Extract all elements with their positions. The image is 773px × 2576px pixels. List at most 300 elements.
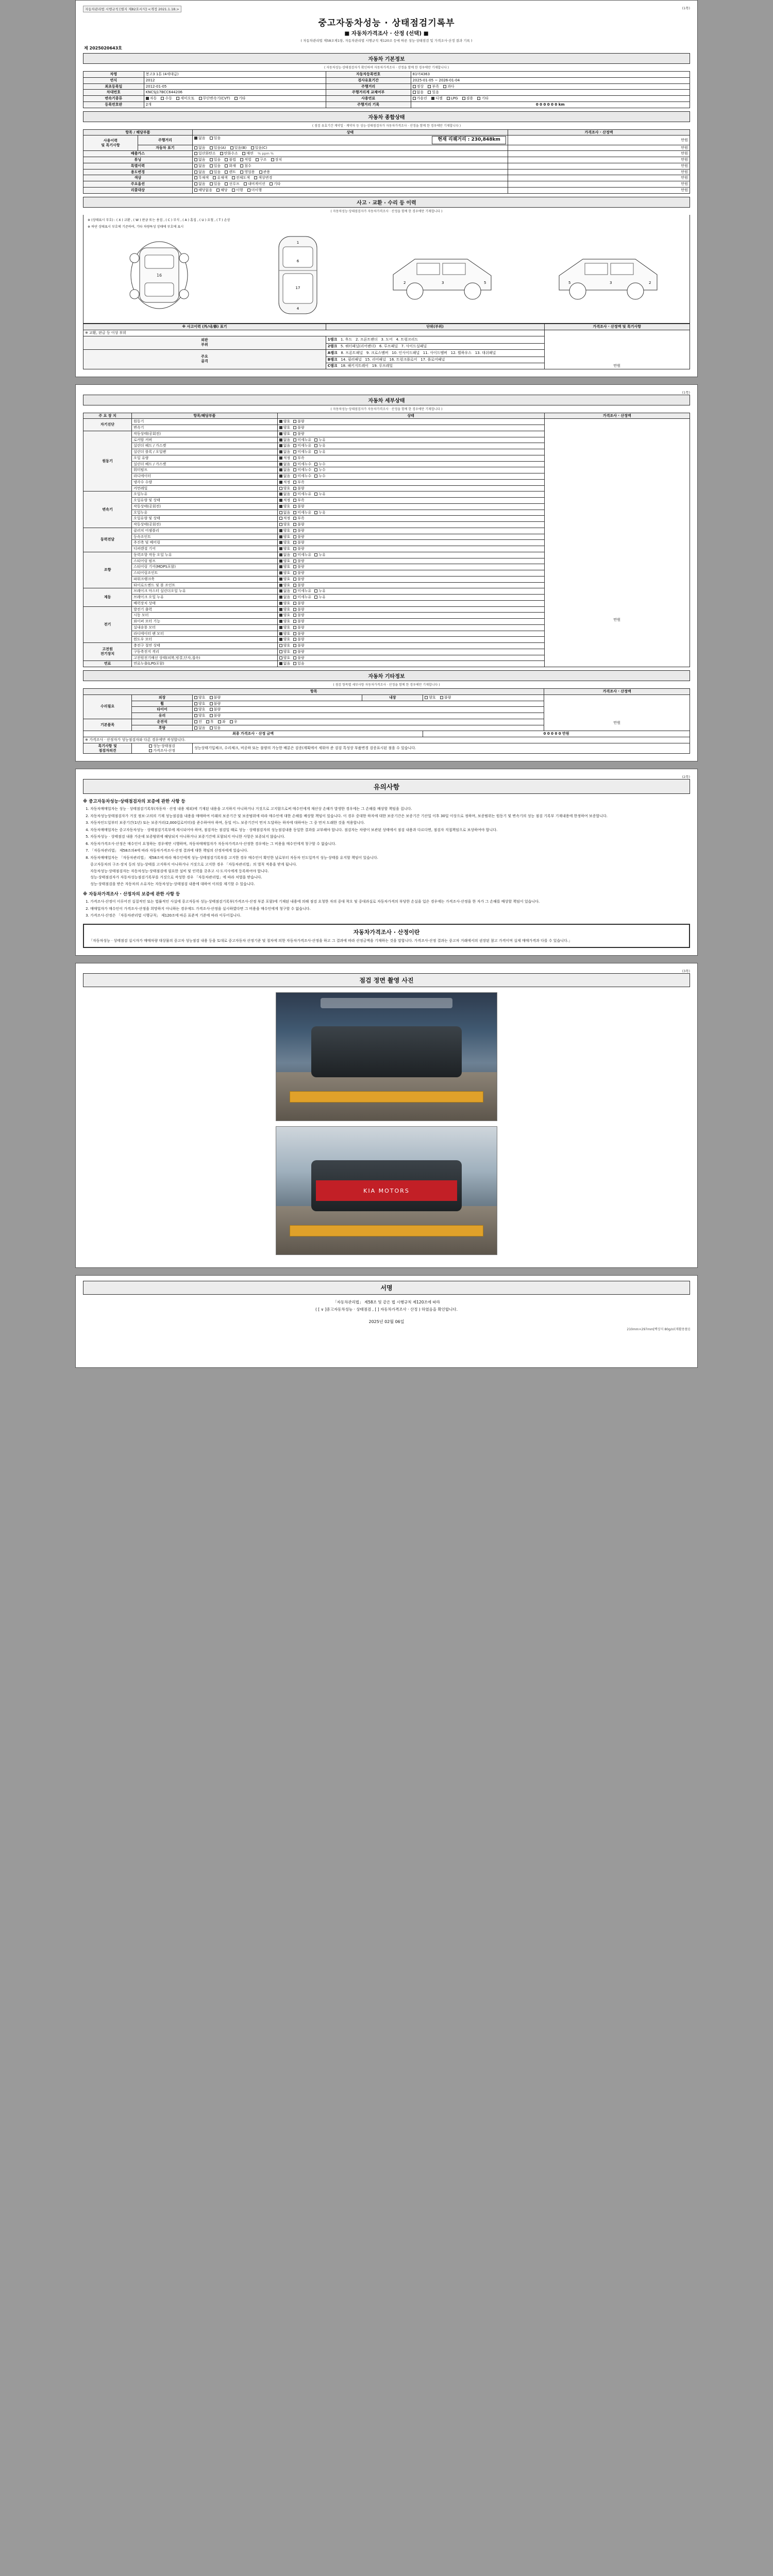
opt-없음[interactable]: 없음 (279, 589, 291, 594)
opt-불량[interactable]: 불량 (293, 625, 305, 630)
opt-없음[interactable]: 없음 (279, 450, 291, 454)
opt-price-estimate[interactable]: 가격조사·산정 (133, 749, 191, 753)
opt-있음[interactable]: 있음 (293, 662, 305, 666)
opt-recall-notdone[interactable]: 미이행 (247, 188, 262, 193)
page-footer-note: 210mm×297mm[백상지 80g/㎡(재활용품)] (627, 1327, 690, 1331)
list-item: 1. 자동차매매업자는 성능 · 상태점검기록부(자동차 · 산정 내용 제외)에 기재된 내용을 고지하지 아니하거나 거짓으로 고지함으로써 매수인에게 재산상 손해가 발생한 경우에는 그 손해를 배상할 책임을 집니다. (90, 806, 690, 812)
opt-없음[interactable]: 없음 (279, 662, 291, 666)
cat-basic-items: 기본품목 (83, 719, 132, 731)
detail-table-body (83, 419, 690, 667)
detail-item-label: 작동상태(공회전) (132, 503, 277, 510)
cat-special-history: 특별이력 (83, 163, 193, 169)
state-color (192, 175, 508, 181)
opt-양호[interactable]: 양호 (279, 607, 291, 612)
opt-양호[interactable]: 양호 (279, 625, 291, 630)
opt-int-bad[interactable]: 불량 (440, 696, 451, 700)
opt-chromatic[interactable]: 유채색 (213, 176, 227, 180)
opt-불량[interactable]: 불량 (293, 432, 305, 436)
opt-미세누수[interactable]: 미세누수 (293, 468, 311, 472)
detail-item-label: 시동 모터 (132, 613, 277, 619)
price-usage: 만원 (508, 135, 690, 145)
opt-누유[interactable]: 누유 (314, 438, 326, 443)
opt-tuning-legal[interactable]: 적법 (240, 158, 251, 162)
opt-wheel-good[interactable]: 양호 (194, 702, 206, 706)
opt-양호[interactable]: 양호 (279, 547, 291, 551)
opt-co[interactable]: 일산화탄소 (194, 151, 216, 156)
item-rear-view: 후방 (132, 725, 193, 731)
svg-text:17: 17 (295, 286, 300, 291)
opt-미세누수[interactable]: 미세누수 (293, 462, 311, 467)
detail-item-label: 추진축 및 베어링 (132, 540, 277, 546)
mileage-readout: 현재 리퀘거리 : 230,848km (432, 136, 506, 144)
document-number: 제 2025020643호 (84, 46, 122, 50)
state-options (192, 181, 508, 188)
price-estimate-definition-box (83, 924, 690, 948)
opt-양호[interactable]: 양호 (279, 432, 291, 436)
opt-양호[interactable]: 양호 (279, 486, 291, 491)
opt-uc-none[interactable]: 없음 (194, 170, 206, 175)
detail-item-state (277, 473, 544, 480)
cat-usage-history: 사용이력 및 특기사항 (83, 135, 138, 151)
opt-front[interactable]: 전 (194, 720, 202, 724)
opt-fuel-dual[interactable]: 겸용 (462, 96, 474, 101)
opt-불량[interactable]: 불량 (293, 540, 305, 545)
frame-price-cell (544, 330, 690, 369)
opt-없음[interactable]: 없음 (279, 492, 291, 497)
opt-ext-good[interactable]: 양호 (194, 696, 206, 700)
opt-양호[interactable]: 양호 (279, 632, 291, 636)
th-detail-price: 가격조사 · 산정액 (544, 413, 690, 419)
opt-불량[interactable]: 불량 (293, 650, 305, 654)
signature-date: 2025년 02월 06일 (368, 1319, 405, 1324)
opt-achromatic[interactable]: 무채색 (194, 176, 209, 180)
detail-item-label: 타이로드엔드 및 볼 조인트 (132, 582, 277, 588)
opt-미세누유[interactable]: 미세누유 (293, 450, 311, 454)
detail-item-label: 등속조인트 (132, 534, 277, 540)
opt-없음[interactable]: 없음 (279, 444, 291, 448)
opt-불량[interactable]: 불량 (293, 547, 305, 551)
opt-양호[interactable]: 양호 (279, 643, 291, 648)
opt-미세누유[interactable]: 미세누유 (293, 589, 311, 594)
table-row (83, 90, 690, 96)
opt-없음[interactable]: 없음 (279, 474, 291, 479)
opt-누유[interactable]: 누유 (314, 511, 326, 515)
opt-fire[interactable]: 화재 (225, 164, 236, 168)
signature-line-1: 「자동차관리법」 제58조 및 같은 법 시행규칙 제120조에 따라 (333, 1300, 440, 1305)
detail-item-state (277, 455, 544, 461)
detail-group-0: 자기진단 (83, 419, 132, 431)
cat-outer-panel: 외판 부위 (83, 336, 326, 349)
opt-양호[interactable]: 양호 (279, 529, 291, 533)
opt-trans-cvt[interactable]: 무단변속기(CVT) (199, 96, 230, 101)
opt-special-yes[interactable]: 있음 (210, 164, 221, 168)
opt-불량[interactable]: 불량 (293, 419, 305, 424)
table-row (83, 187, 690, 193)
price-marking: 만원 (508, 145, 690, 151)
svg-text:2: 2 (649, 281, 651, 285)
detail-item-label: 실린더 블록 / 오일팬 (132, 449, 277, 455)
opt-sunroof[interactable]: 선루프 (225, 182, 239, 187)
opt-불량[interactable]: 불량 (293, 613, 305, 618)
opt-없음[interactable]: 없음 (279, 595, 291, 600)
detail-item-state (277, 606, 544, 613)
detail-item-label: 충전구 절연 상태 (132, 643, 277, 649)
opt-누유[interactable]: 누유 (314, 444, 326, 448)
opt-option-etc[interactable]: 기타 (270, 182, 281, 187)
opt-미세누유[interactable]: 미세누유 (293, 438, 311, 443)
page-5 (75, 1275, 698, 1368)
opt-없음[interactable]: 없음 (279, 553, 291, 557)
opt-rent[interactable]: 렌트 (225, 170, 236, 175)
frame-rank-c: C랭크 18. 패키지트레이 19. 루프레일 (326, 363, 544, 369)
opt-양호[interactable]: 양호 (279, 577, 291, 582)
opt-불량[interactable]: 불량 (293, 583, 305, 588)
list-item: 2. 자동차성능상태점검자가 거짓 정보·고의의 기재 성능점검을 내용을 매매하여 이래의 보증기간 및 보증범위에 따라 매수인에 대한 손해를 배상할 책임이 있습니다. 이 경우 중대한 하자에 대한 보증기간은 보증기간 기산일 이후 30일 이상으로 정하며, 보증범위는 원동기 및 변속기의 성능 점검 기록부 기재내용에 한정하여 보증합니다. (90, 814, 690, 819)
detail-item-state (277, 425, 544, 431)
opt-glass-bad[interactable]: 불량 (210, 714, 221, 718)
detail-item-state (277, 624, 544, 631)
opt-options-yes[interactable]: 있음 (210, 182, 221, 187)
opt-양호[interactable]: 양호 (279, 559, 291, 564)
row-label-mileage: 주행거리 (326, 83, 411, 90)
state-emission (192, 151, 508, 157)
opt-flood[interactable]: 침수 (240, 164, 251, 168)
detail-item-state (277, 516, 544, 522)
opt-누유[interactable]: 누유 (314, 553, 326, 557)
row-value-firstreg: 2012-01-05 (144, 83, 326, 90)
special-note-text: 성능상태기입체크, 수리체크, 비공하 또는 불량의 가능한 배분은 검증(계획에서 세워야 준 검검 특성상 부품변경 검증표시된 점을 수 있습니다. (192, 743, 690, 754)
table-row (83, 83, 690, 90)
opt-rear[interactable]: 후 (206, 720, 214, 724)
opt-navigation[interactable]: 내비게이션 (244, 182, 265, 187)
detail-item-label: 발전기 출력 (132, 606, 277, 613)
cat-repair-needed: 수리필요 (83, 694, 132, 719)
opt-불량[interactable]: 불량 (293, 426, 305, 430)
opt-누수[interactable]: 누수 (314, 468, 326, 472)
overall-band: 자동차 종합상태 (83, 111, 690, 122)
opt-fuel-lpg[interactable]: LPG (447, 96, 458, 101)
opt-적정[interactable]: 적정 (279, 456, 291, 461)
detail-item-state (277, 655, 544, 661)
guideline-body: 「자동차성능 · 상태점검 실시자가 매매차량 대상물의 중고차 성능점검 내용 등을 토대로 중고자동차 산정기준 및 절차에 의한 자동차가격조사·산정을 하고 그 결과에 따라 산정금액을 기재하는 것을 말합니다. 가격조사·산정 결과는 중고차 거래에서의 권장된 참고 가격이며 실제 매매가격과 다를 수 있습니다.」 (89, 938, 572, 943)
opt-누유[interactable]: 누유 (314, 492, 326, 497)
photo-ceiling-light (321, 998, 453, 1008)
opt-양호[interactable]: 양호 (279, 650, 291, 654)
opt-불량[interactable]: 불량 (293, 607, 305, 612)
opt-누유[interactable]: 누유 (314, 589, 326, 594)
opt-없음[interactable]: 없음 (279, 468, 291, 472)
diagram-legend-2: ※ 하단 상태표시 부호에 기준하여, 기타 차량특성 상태에 부호에 표시 (88, 225, 184, 229)
opt-right[interactable]: 우 (230, 720, 238, 724)
detail-item-state (277, 582, 544, 588)
notice-list-3 (90, 899, 690, 919)
item-mileage: 주행거리 (138, 135, 192, 145)
item-marking: 자동차 표기 (138, 145, 192, 151)
th-price-note: 가격조사 · 산정액 및 특기사항 (544, 324, 690, 330)
diagram-legend-1: ※ (상태표시 부호) : ( X ) 교환 , ( W ) 판금 또는 용접 , ( C ) 부식 , ( A ) 흠집 , ( U ) 요철 , ( T ) 손상 (88, 218, 230, 222)
photo-vehicle-underside (311, 1026, 461, 1077)
detail-group-8: 연료 (83, 661, 132, 667)
opt-불량[interactable]: 불량 (293, 571, 305, 575)
row-value-inspection: 2025-01-05 ~ 2026-01-04 (411, 77, 690, 83)
opt-불량[interactable]: 불량 (293, 637, 305, 642)
etc-table (83, 688, 690, 754)
opt-불량[interactable]: 불량 (293, 486, 305, 491)
opt-양호[interactable]: 양호 (279, 535, 291, 539)
opt-tuning-structure[interactable]: 구조 (256, 158, 267, 162)
opt-불량[interactable]: 불량 (293, 656, 305, 660)
detail-item-state (277, 498, 544, 504)
table-row (83, 151, 690, 157)
state-driver-seat (192, 719, 544, 725)
notice-list-2 (90, 862, 690, 887)
cat-recall: 리콜대상 (83, 187, 193, 193)
state-wheel (192, 701, 544, 707)
opt-fuel-etc[interactable]: 기타 (477, 96, 489, 101)
opt-mileage-normal[interactable]: 정상 (413, 84, 424, 89)
opt-미세누유[interactable]: 미세누유 (293, 553, 311, 557)
th-condition: 상태 (277, 413, 544, 419)
opt-미세누유[interactable]: 미세누유 (293, 595, 311, 600)
opt-tuning-none[interactable]: 없음 (194, 158, 206, 162)
opt-trans-semi[interactable]: 세미오토 (176, 96, 194, 101)
detail-item-label: 라디에이터 팬 모터 (132, 631, 277, 637)
detail-item-label: 실린더 헤드 / 가스켓 (132, 443, 277, 449)
accident-diagram-area (83, 215, 690, 324)
opt-options-none[interactable]: 없음 (194, 182, 206, 187)
page-4-topbar (83, 969, 690, 973)
opt-trans-manual[interactable]: 수동 (161, 96, 172, 101)
page-3 (75, 769, 698, 956)
detail-item-label: 배력장치 상태 (132, 600, 277, 606)
list-item: 7. 「자동차관리법」 제58조의4에 따라 자동차가격조사·산정 결과에 대한 책임의 산정자에게 있습니다. (90, 848, 690, 854)
opt-부족[interactable]: 부족 (293, 516, 305, 521)
detail-item-label: 라디에이터 (132, 473, 277, 480)
page-number-1: (1쪽) (682, 6, 690, 10)
opt-없음[interactable]: 없음 (279, 438, 291, 443)
opt-양호[interactable]: 양호 (279, 540, 291, 545)
opt-누유[interactable]: 누유 (314, 595, 326, 600)
opt-불량[interactable]: 불량 (293, 522, 305, 527)
car-diagram-top[interactable] (254, 231, 342, 319)
opt-government[interactable]: 관용 (259, 170, 271, 175)
opt-yes[interactable]: 있음 (210, 136, 221, 141)
doc-subtitle: ■ 자동차가격조사 · 산정 (선택) ■ (344, 30, 429, 37)
opt-불량[interactable]: 불량 (293, 632, 305, 636)
opt-recall-yes[interactable]: 해당 (216, 188, 228, 193)
opt-불량[interactable]: 불량 (293, 559, 305, 564)
opt-mark-none[interactable]: 없음 (194, 146, 206, 150)
opt-누수[interactable]: 누수 (314, 462, 326, 467)
opt-trans-etc[interactable]: 기타 (234, 96, 246, 101)
detail-item-state (277, 619, 544, 625)
opt-양호[interactable]: 양호 (279, 619, 291, 624)
item-interior: 내장 (362, 694, 423, 701)
opt-양호[interactable]: 양호 (279, 571, 291, 575)
item-wheel: 휠 (132, 701, 193, 707)
opt-불량[interactable]: 불량 (293, 504, 305, 509)
car-diagram-front-left[interactable] (108, 236, 211, 314)
opt-양호[interactable]: 양호 (279, 419, 291, 424)
car-diagram-side-left[interactable] (385, 236, 503, 314)
page-1 (75, 0, 698, 377)
opt-미세누수[interactable]: 미세누수 (293, 474, 311, 479)
opt-부족[interactable]: 부족 (293, 498, 305, 503)
row-value-odometer-change (411, 90, 690, 96)
detail-item-state (277, 510, 544, 516)
table-row (83, 157, 690, 163)
detail-item-label: 윈도우 모터 (132, 637, 277, 643)
opt-recall-na[interactable]: 해당없음 (194, 188, 212, 193)
detail-item-state (277, 492, 544, 498)
detail-item-label: 오일유량 및 상태 (132, 498, 277, 504)
list-item: 6. 자동차가격조사·산정은 매수인이 요청하는 경우에만 시행하며, 자동차매매업자가 자동차가격조사·산정한 경우에는 그 비용을 매수인에게 청구할 수 없습니다. (90, 841, 690, 847)
opt-양호[interactable]: 양호 (279, 522, 291, 527)
opt-ext-bad[interactable]: 불량 (210, 696, 221, 700)
detail-item-state (277, 576, 544, 582)
opt-mark-a[interactable]: 있음(A) (210, 146, 226, 150)
opt-tuning-yes[interactable]: 있음 (210, 158, 221, 162)
opt-양호[interactable]: 양호 (279, 601, 291, 606)
table-row (83, 731, 690, 737)
opt-양호[interactable]: 양호 (279, 426, 291, 430)
opt-양호[interactable]: 양호 (279, 565, 291, 569)
detail-item-label: 브레이크 마스터 실린더오일 누유 (132, 588, 277, 595)
row-value-odometer: 0 0 0 0 0 0 km (411, 101, 690, 108)
list-item: 1. 가격조사·산정이 이루어진 실질적인 또는 법률적인 사실에 중고자동차 성능·상태점검기록부(가격조사·산정 부분 포함)에 기재된 내용에 의해 점검 요청한 자의 중대 착오 및 중대과실로 자동차가격의 부당한 손실을 입은 경우에는 가격조사·산정을 한 자가 그 손해를 배상할 책임이 있습니다. (90, 899, 690, 905)
detail-item-label: 냉각수 수량 (132, 479, 277, 485)
opt-양호[interactable]: 양호 (279, 504, 291, 509)
opt-불량[interactable]: 불량 (293, 619, 305, 624)
signature-page-title: 서명 (83, 1281, 690, 1295)
detail-item-state (277, 613, 544, 619)
opt-mark-c[interactable]: 있음(C) (251, 146, 267, 150)
opt-recall-done[interactable]: 이행 (232, 188, 243, 193)
opt-odo-yes[interactable]: 있음 (428, 90, 439, 95)
opt-mark-b[interactable]: 있음(B) (230, 146, 247, 150)
detail-price-cell: 만원 (544, 419, 690, 667)
detail-item-state (277, 449, 544, 455)
cat-main-frame: 주요 골격 (83, 349, 326, 369)
cat-color: 색상 (83, 175, 193, 181)
opt-양호[interactable]: 양호 (279, 656, 291, 660)
detail-item-label: 원동기 (132, 419, 277, 425)
etc-band: 자동차 기타정보 (83, 670, 690, 681)
opt-미세누유[interactable]: 미세누유 (293, 444, 311, 448)
opt-미세누유[interactable]: 미세누유 (293, 511, 311, 515)
svg-text:5: 5 (484, 281, 486, 285)
state-tire (192, 707, 544, 713)
price-special: 만원 (508, 163, 690, 169)
opt-wheel-bad[interactable]: 불량 (210, 702, 221, 706)
opt-미세누유[interactable]: 미세누유 (293, 492, 311, 497)
opt-odo-none[interactable]: 없음 (413, 90, 424, 95)
etc-header-row (83, 689, 690, 695)
th-etc-item: 항목 (83, 689, 544, 695)
detail-item-label: 스티어링조인트 (132, 570, 277, 577)
opt-적정[interactable]: 적정 (279, 516, 291, 521)
opt-적정[interactable]: 적정 (279, 498, 291, 503)
detail-item-label: 오일누유 (132, 492, 277, 498)
detail-item-state (277, 649, 544, 655)
opt-smoke[interactable]: 매연 (242, 151, 254, 156)
opt-tire-good[interactable]: 양호 (194, 707, 206, 712)
opt-rv-none[interactable]: 없음 (194, 726, 206, 731)
page-number-3: (2쪽) (682, 775, 690, 779)
opt-부족[interactable]: 부족 (293, 480, 305, 485)
opt-누유[interactable]: 누유 (314, 450, 326, 454)
opt-trans-auto[interactable]: 자동 (146, 96, 157, 101)
opt-tire-bad[interactable]: 불량 (210, 707, 221, 712)
detail-item-label: 오일 유량 (132, 455, 277, 461)
opt-fuel-gasoline[interactable]: 가솔린 (413, 96, 427, 101)
opt-business[interactable]: 영업용 (240, 170, 255, 175)
opt-불량[interactable]: 불량 (293, 535, 305, 539)
etc-price-cell (544, 694, 690, 731)
th-item: 항목 / 해당부품 (83, 129, 193, 135)
opt-none[interactable]: 없음 (194, 136, 206, 141)
detail-item-label: 브레이크 오일 누유 (132, 595, 277, 601)
opt-color-change[interactable]: 색상변경 (254, 176, 272, 180)
state-special (192, 163, 508, 169)
table-row (83, 181, 690, 188)
opt-left[interactable]: 좌 (218, 720, 226, 724)
opt-mileage-low[interactable]: 부족 (428, 84, 439, 89)
opt-불량[interactable]: 불량 (293, 643, 305, 648)
opt-full-repaint[interactable]: 전체도색 (232, 176, 250, 180)
car-diagram-side-right[interactable] (547, 236, 665, 314)
page-2 (75, 384, 698, 762)
opt-int-good[interactable]: 양호 (425, 696, 436, 700)
basic-info-table (83, 71, 690, 108)
row-label-year: 연식 (83, 77, 144, 83)
opt-누수[interactable]: 누수 (314, 474, 326, 479)
opt-양호[interactable]: 양호 (279, 583, 291, 588)
price-recall: 만원 (508, 187, 690, 193)
opt-rv-yes[interactable]: 있음 (210, 726, 221, 731)
state-interior (423, 694, 544, 701)
detail-item-state (277, 570, 544, 577)
table-row (83, 694, 690, 701)
opt-없음[interactable]: 없음 (279, 511, 291, 515)
opt-special-none[interactable]: 없음 (194, 164, 206, 168)
detail-item-state (277, 443, 544, 449)
opt-hc[interactable]: 탄화수소 (220, 151, 238, 156)
frame-header-row (83, 324, 690, 330)
opt-tuning-device[interactable]: 장치 (271, 158, 282, 162)
opt-없음[interactable]: 없음 (279, 462, 291, 467)
photos-page-title: 점검 정면 촬영 사진 (83, 973, 690, 987)
opt-불량[interactable]: 불량 (293, 529, 305, 533)
opt-양호[interactable]: 양호 (279, 637, 291, 642)
opt-mileage-high[interactable]: 과다 (443, 84, 455, 89)
opt-glass-good[interactable]: 양호 (194, 714, 206, 718)
row-value-fuel (411, 96, 690, 102)
opt-performance-check[interactable]: 성능·상태점검 (133, 744, 191, 749)
total-price-note: ※ 가격조사 · 산정자가 성능점검자와 다른 경우에만 작성합니다. (83, 737, 690, 743)
opt-적정[interactable]: 적정 (279, 480, 291, 485)
opt-fuel-diesel[interactable]: 디젤 (431, 96, 443, 101)
opt-불량[interactable]: 불량 (293, 601, 305, 606)
opt-양호[interactable]: 양호 (279, 613, 291, 618)
detail-item-state (277, 564, 544, 570)
opt-uc-yes[interactable]: 있음 (210, 170, 221, 175)
opt-부족[interactable]: 부족 (293, 456, 305, 461)
item-tire: 타이어 (132, 707, 193, 713)
opt-tuning-illegal[interactable]: 불법 (225, 158, 236, 162)
opt-불량[interactable]: 불량 (293, 565, 305, 569)
opt-불량[interactable]: 불량 (293, 577, 305, 582)
